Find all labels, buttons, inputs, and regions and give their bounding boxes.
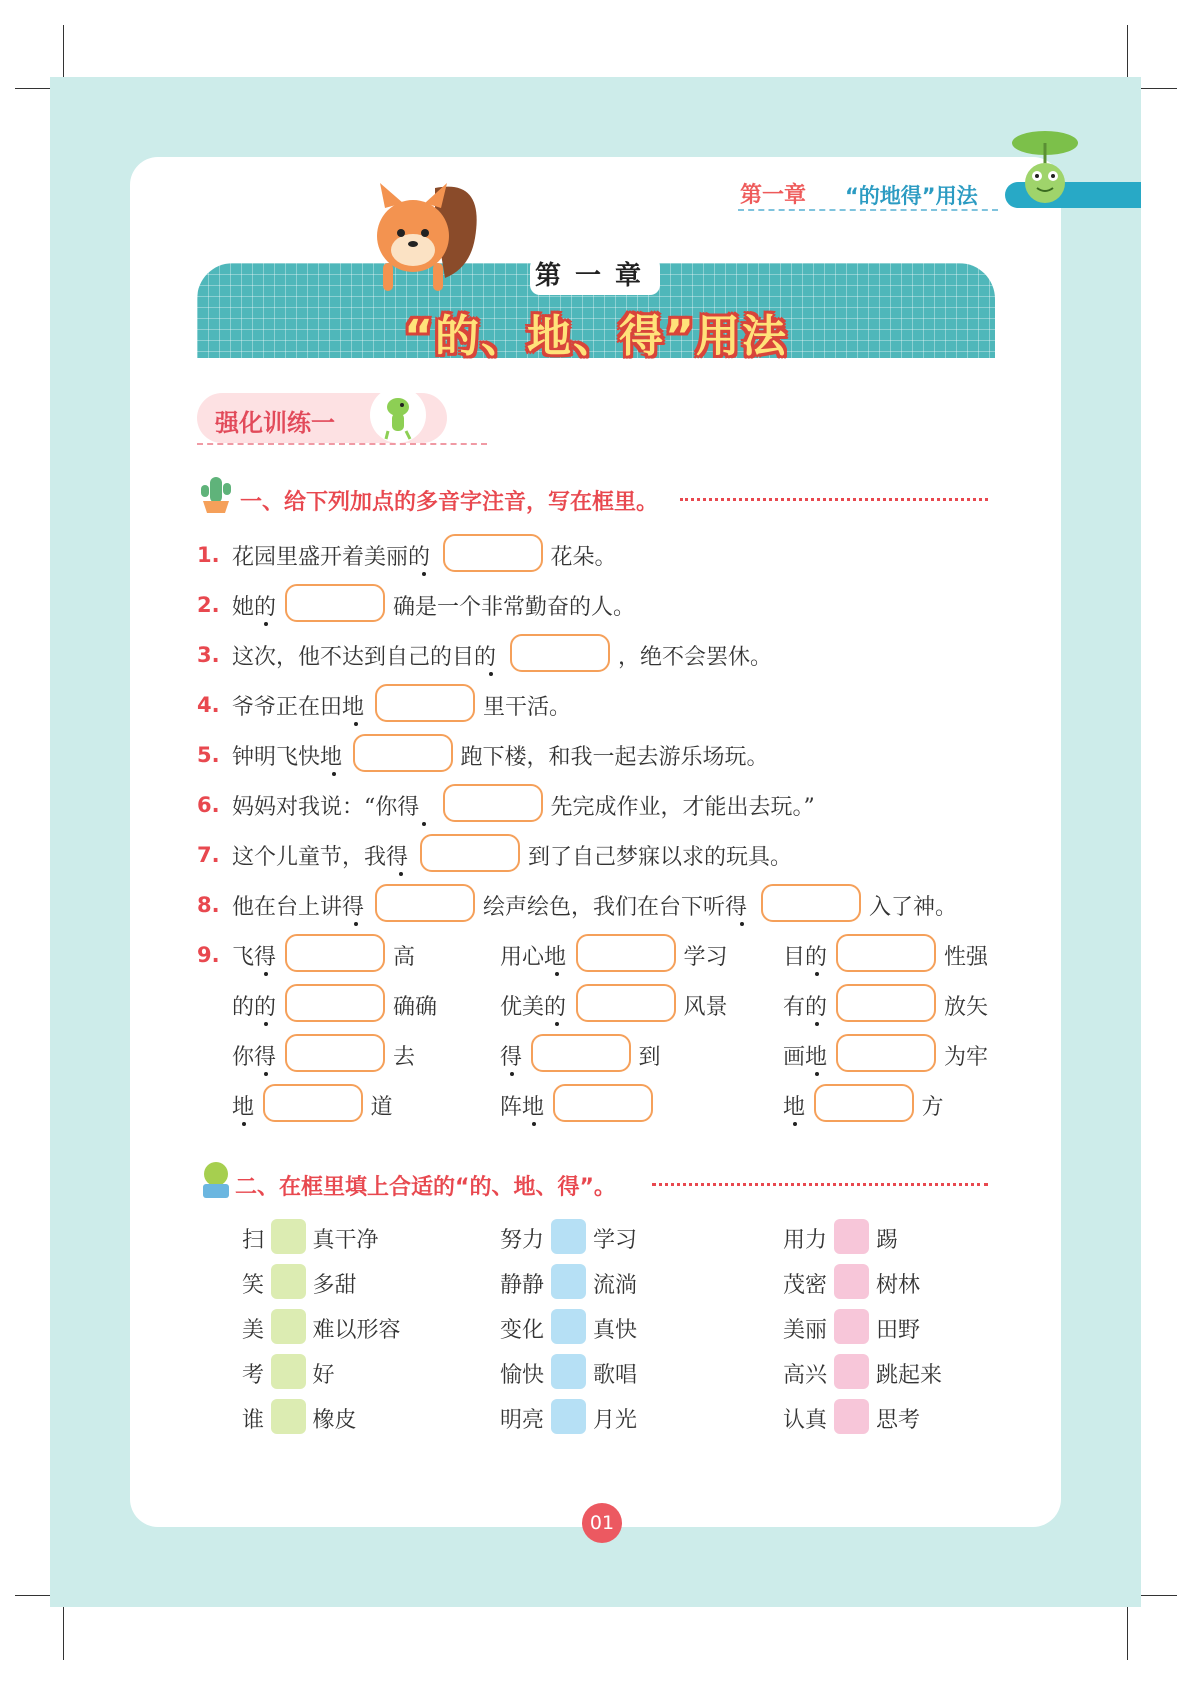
grid-word-end: 放矢 [944,995,989,1020]
grid-word-start: 的的 [232,995,277,1020]
header-chapter: 第一章 [740,183,807,208]
emphasis-dot [354,722,358,726]
emphasis-dot [422,572,426,576]
fill-word-start: 谁 [242,1408,265,1433]
item-text: 确是一个非常勤奋的人。 [393,595,636,620]
fill-word-start: 静静 [500,1273,545,1298]
answer-box[interactable] [836,984,936,1022]
fill-word-end: 难以形容 [312,1318,401,1343]
fill-word-end: 月光 [593,1408,638,1433]
grid-word-end: 为牢 [944,1045,989,1070]
training-tag-label: 强化训练一 [215,409,335,437]
fill-box[interactable] [834,1354,869,1389]
answer-box[interactable] [443,534,543,572]
emphasis-dot [532,1122,536,1126]
grid-word-start: 有的 [783,995,828,1020]
item-number: 5. [197,743,220,767]
fill-word-start: 认真 [783,1408,828,1433]
answer-box[interactable] [836,934,936,972]
fill-word-end: 好 [312,1363,335,1388]
fill-box[interactable] [551,1399,586,1434]
emphasis-dot [264,1072,268,1076]
item-text: 她的 [232,595,277,620]
section1-dots [680,498,988,501]
dinosaur-icon [368,385,428,445]
fill-box[interactable] [271,1354,306,1389]
grid-word-end: 方 [921,1095,944,1120]
fill-word-start: 努力 [500,1228,545,1253]
grid-word-end: 到 [638,1045,661,1070]
answer-box[interactable] [353,734,453,772]
grid-word-end: 确确 [393,995,438,1020]
answer-box[interactable] [836,1034,936,1072]
fill-box[interactable] [271,1219,306,1254]
grid-word-start: 飞得 [232,945,277,970]
grid-word-start: 目的 [783,945,828,970]
item-text: 花朵。 [550,545,617,570]
crop-mark [1127,1605,1128,1660]
grid-word-start: 用心地 [500,945,567,970]
grid-word-end: 学习 [683,945,728,970]
item-text: 这个儿童节，我得 [232,845,409,870]
item-text: 他在台上讲得 [232,895,365,920]
page-number: 01 [582,1503,622,1543]
emphasis-dot [242,1122,246,1126]
fill-box[interactable] [551,1309,586,1344]
fill-word-start: 用力 [783,1228,828,1253]
item-number: 3. [197,643,220,667]
crop-mark [63,25,64,80]
item-text: 先完成作业，才能出去玩。” [550,795,815,820]
item-number: 4. [197,693,220,717]
plant-pot-icon [197,1160,235,1200]
fill-word-end: 田野 [876,1318,921,1343]
emphasis-dot [793,1122,797,1126]
answer-box[interactable] [553,1084,653,1122]
item-text: 花园里盛开着美丽的 [232,545,431,570]
answer-box[interactable] [576,934,676,972]
fill-box[interactable] [834,1264,869,1299]
fill-word-start: 茂密 [783,1273,828,1298]
cactus-icon [197,475,235,515]
item-text: 里干活。 [483,695,572,720]
chapter-label: 第一章 [530,257,660,295]
grid-word-start: 阵地 [500,1095,545,1120]
fill-box[interactable] [551,1264,586,1299]
answer-box[interactable] [814,1084,914,1122]
fill-word-start: 美丽 [783,1318,828,1343]
fill-box[interactable] [271,1309,306,1344]
emphasis-dot [332,772,336,776]
fill-word-end: 多甜 [312,1273,357,1298]
emphasis-dot [815,1072,819,1076]
grid-word-end: 道 [370,1095,393,1120]
fill-word-start: 考 [242,1363,265,1388]
answer-box[interactable] [263,1084,363,1122]
fill-box[interactable] [834,1219,869,1254]
fill-word-end: 流淌 [593,1273,638,1298]
fill-box[interactable] [271,1399,306,1434]
fill-box[interactable] [271,1264,306,1299]
fill-box[interactable] [834,1399,869,1434]
emphasis-dot [264,622,268,626]
item-number: 2. [197,593,220,617]
emphasis-dot [510,1072,514,1076]
emphasis-dot [815,972,819,976]
answer-box[interactable] [576,984,676,1022]
grid-word-start: 地 [232,1095,255,1120]
item-text: 入了神。 [869,895,958,920]
answer-box[interactable] [285,934,385,972]
grid-word-start: 地 [783,1095,806,1120]
fill-word-end: 思考 [876,1408,921,1433]
tag-divider [197,443,487,445]
item-number: 9. [197,943,220,967]
item-text: 妈妈对我说：“你得 [232,795,420,820]
chapter-title: “的、地、得”用法 [404,311,788,362]
emphasis-dot [399,872,403,876]
item-text: 绘声绘色，我们在台下听得 [483,895,748,920]
grid-word-start: 得 [500,1045,523,1070]
item-text: 跑下楼，和我一起去游乐场玩。 [460,745,769,770]
squirrel-icon [365,178,485,298]
answer-box[interactable] [375,884,475,922]
answer-box[interactable] [285,984,385,1022]
emphasis-dot [555,972,559,976]
grid-word-start: 你得 [232,1045,277,1070]
item-text: 钟明飞快地 [232,745,343,770]
fill-word-end: 树林 [876,1273,921,1298]
fill-word-start: 明亮 [500,1408,545,1433]
fill-word-start: 笑 [242,1273,265,1298]
header-title: “的地得”用法 [845,184,978,208]
grid-word-end: 去 [393,1045,416,1070]
answer-box[interactable] [510,634,610,672]
grid-word-end: 性强 [944,945,989,970]
fill-word-end: 踢 [876,1228,899,1253]
answer-box[interactable] [285,1034,385,1072]
header-divider [738,209,998,211]
fill-box[interactable] [834,1309,869,1344]
emphasis-dot [489,672,493,676]
grid-word-start: 优美的 [500,995,567,1020]
fill-word-start: 高兴 [783,1363,828,1388]
emphasis-dot [422,822,426,826]
fill-word-end: 学习 [593,1228,638,1253]
fill-word-end: 真干净 [312,1228,379,1253]
fill-word-end: 真快 [593,1318,638,1343]
fill-word-end: 跳起来 [876,1363,943,1388]
item-number: 1. [197,543,220,567]
answer-box[interactable] [761,884,861,922]
grid-word-end: 高 [393,945,416,970]
emphasis-dot [555,1022,559,1026]
item-text: 到了自己梦寐以求的玩具。 [528,845,793,870]
item-number: 6. [197,793,220,817]
emphasis-dot [354,922,358,926]
emphasis-dot [264,1022,268,1026]
frog-leaf-icon [1010,128,1080,208]
fill-word-start: 美 [242,1318,265,1343]
item-text: 这次，他不达到自己的目的 [232,645,497,670]
fill-word-end: 橡皮 [312,1408,357,1433]
crop-mark [1127,25,1128,80]
emphasis-dot [740,922,744,926]
fill-word-start: 扫 [242,1228,265,1253]
fill-box[interactable] [551,1219,586,1254]
item-text: ，绝不会罢休。 [618,645,773,670]
section2-dots [652,1183,988,1186]
fill-word-start: 变化 [500,1318,545,1343]
answer-box[interactable] [420,834,520,872]
answer-box[interactable] [443,784,543,822]
fill-box[interactable] [551,1354,586,1389]
emphasis-dot [815,1022,819,1026]
grid-word-start: 画地 [783,1045,828,1070]
item-number: 8. [197,893,220,917]
section1-heading: 一、给下列加点的多音字注音，写在框里。 [240,490,659,515]
fill-word-start: 愉快 [500,1363,545,1388]
grid-word-end: 风景 [683,995,728,1020]
answer-box[interactable] [531,1034,631,1072]
section2-heading: 二、在框里填上合适的“的、地、得”。 [235,1175,616,1200]
crop-mark [63,1605,64,1660]
answer-box[interactable] [375,684,475,722]
item-text: 爷爷正在田地 [232,695,365,720]
answer-box[interactable] [285,584,385,622]
emphasis-dot [264,972,268,976]
fill-word-end: 歌唱 [593,1363,638,1388]
item-number: 7. [197,843,220,867]
